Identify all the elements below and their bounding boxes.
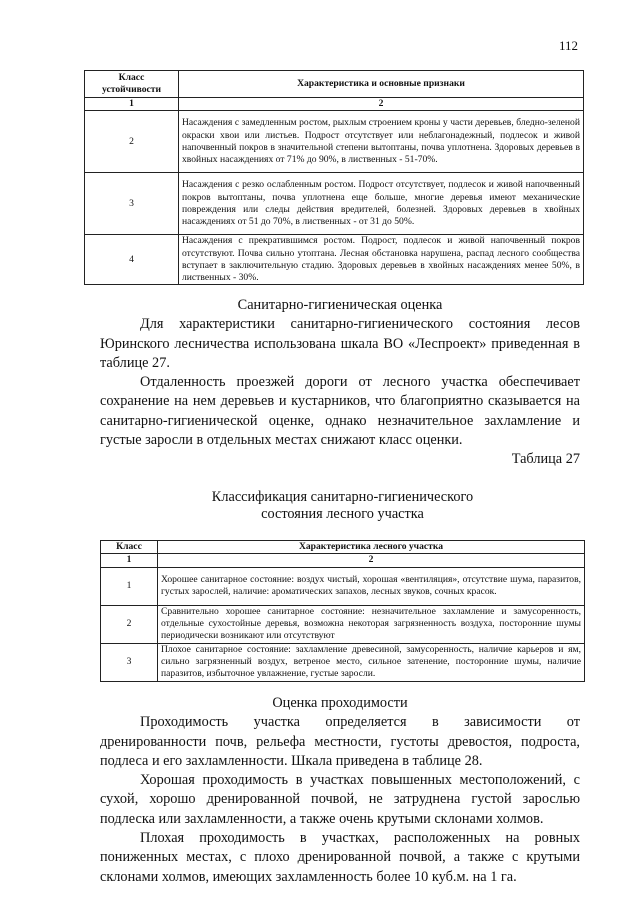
sanitary-class-table [100,540,585,682]
paragraph: Для характеристики санитарно-гигиенического состояния лесов Юринского лесничества использована шкала ВО «Леспроект» приведенная в таблице 27. [100,316,580,371]
table-header-class: Класс [101,541,158,554]
table-header-class: Класс устойчивости [85,71,179,98]
sanitary-section [100,296,580,470]
table-caption [100,489,585,523]
table-header-characteristics: Характеристика лесного участка [158,541,585,554]
table-row [101,643,585,681]
page-number: 112 [558,38,578,53]
description-cell: Насаждения с замедленным ростом, рыхлым строением кроны у части деревьев, бледно-зеленой окраски хвои или листьев. Подрост отсутствует или неблагонадежный, подлесок и живой напочвенный покров в значительной степени вытоптаны, почва уплотнена. Здоровых деревьев в хвойных насаждениях от 71% до 90%, в лиственных - 51-70%. [179,111,584,173]
class-cell: 3 [101,643,158,681]
table-row [101,605,585,643]
table-header-characteristics: Характеристика и основные признаки [179,71,584,98]
description-cell: Плохое санитарное состояние: захламление древесиной, замусоренность, наличие карьеров и ям, сильно загрязненный воздух, ветреное место, сильное затенение, посторонние шумы, наличие паразитов, избыточное увлажнение, густые заросли. [158,643,585,681]
description-cell: Сравнительно хорошее санитарное состояние: незначительное захламление и замусоренность, отдельные сухостойные деревья, возможна некоторая загрязненность воздуха, посторонние шумы периодически возникают или отсутствуют [158,605,585,643]
table-row [101,567,585,605]
paragraph: Проходимость участка определяется в зависимости от дренированности почв, рельефа местности, густоты древостоя, подроста, подлеса и его захламленности. Шкала приведена в таблице 28. [100,714,580,769]
table-label: Таблица 27 [511,451,580,468]
table-index-cell: 1 [85,98,179,111]
description-cell: Насаждения с прекратившимся ростом. Подрост, подлесок и живой напочвенный покров отсутствуют. Почва сильно утоптана. Лесная обстановка нарушена, распад лесного сообщества вступает в заключительную стадию. Здоровых деревьев в хвойных насаждениях менее 50%, в лиственных - 30%. [179,235,584,285]
table-row [85,111,584,173]
paragraph: Хорошая проходимость в участках повышенных местоположений, с сухой, хорошо дренированной почвой, не затруднена густой зарослью подлеска или захламленности, а также очень крутыми склонами холмов. [100,772,580,827]
paragraph: Плохая проходимость в участках, расположенных на ровных пониженных местах, с плохо дренированной почвой, а также с крутыми склонами холмов, имеющих захламленность более 10 куб.м. на 1 га. [100,830,580,885]
passability-section [100,694,580,887]
description-cell: Хорошее санитарное состояние: воздух чистый, хорошая «вентиляция», отсутствие шума, паразитов, густых зарослей, наличие: ароматических запахов, лесных звуков, сочных красок. [158,567,585,605]
paragraph: Отдаленность проезжей дороги от лесного участка обеспечивает сохранение на нем деревьев и кустарников, что благоприятно сказывается на санитарно-гигиенической оценке, однако незначительное захламление и густые заросли в отдельных местах снижают класс оценки. [100,374,580,449]
table-index-cell: 2 [158,554,585,567]
class-cell: 3 [85,173,179,235]
class-cell: 4 [85,235,179,285]
section-title: Оценка проходимости [272,695,408,711]
class-cell: 2 [101,605,158,643]
table-row [85,173,584,235]
description-cell: Насаждения с резко ослабленным ростом. Подрост отсутствует, подлесок и живой напочвенный покров вытоптаны, почва уплотнена еще больше, многие деревья имеют механические повреждения или следы действия вредителей, болезней. Здоровых деревьев в хвойных насаждениях от 51 до 70%, в лиственных - от 31 до 50%. [179,173,584,235]
stability-class-table [84,70,584,285]
table-index-cell: 1 [101,554,158,567]
section-title: Санитарно-гигиеническая оценка [237,297,443,313]
class-cell: 1 [101,567,158,605]
class-cell: 2 [85,111,179,173]
caption-line: Классификация санитарно-гигиенического [211,489,474,505]
table-index-cell: 2 [179,98,584,111]
table-row [85,235,584,285]
caption-line: состояния лесного участка [261,506,424,522]
